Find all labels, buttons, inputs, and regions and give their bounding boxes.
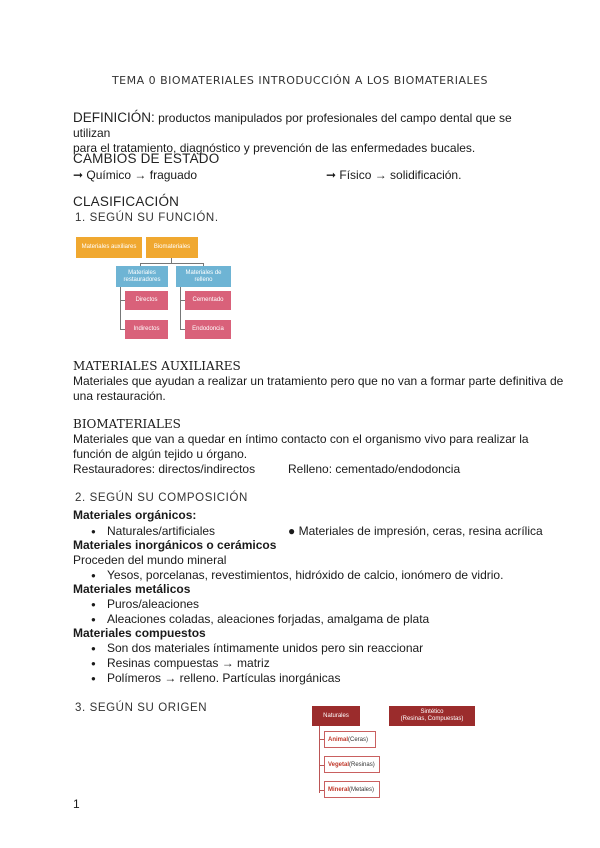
inorganicos-heading: Materiales inorgánicos o cerámicos [73,538,277,552]
box-endodoncia: Endodoncia [185,320,231,339]
biomateriales-line-2: función de algún tejido u órgano. [73,447,248,461]
section-funcion-heading: 1. SEGÚN SU FUNCIÓN. [75,212,219,224]
box-materiales-restauradores: Materiales restauradores [116,266,168,287]
vegetal-sublabel: (Resinas) [349,761,375,768]
inorganicos-subtext: Proceden del mundo mineral [73,553,227,567]
biomateriales-line-1: Materiales que van a quedar en íntimo contacto con el organismo vivo para realizar la [73,432,529,446]
section-origen-heading: 3. SEGÚN SU ORIGEN [75,702,208,714]
connector [120,287,121,330]
cambios-heading: CAMBIOS DE ESTADO [73,151,220,166]
organicos-bullet-2: ● Materiales de impresión, ceras, resina acrílica [288,524,543,538]
section-composicion-heading: 2. SEGÚN SU COMPOSICIÓN [75,492,248,504]
connector [140,263,203,264]
compuestos-bullet-2: ● Resinas compuestas → matriz [107,656,270,671]
box-directos: Directos [125,291,168,310]
biomateriales-heading: BIOMATERIALES [73,417,181,431]
page-title: TEMA 0 BIOMATERIALES INTRODUCCIÓN A LOS BIOMATERIALES [111,74,489,87]
organicos-heading: Materiales orgánicos: [73,508,197,522]
mineral-label: Mineral [328,786,350,793]
definition-block [73,110,533,156]
box-materiales-relleno: Materiales de relleno [176,266,231,287]
auxiliares-line-1: Materiales que ayudan a realizar un tratamiento pero que no van a formar parte definitiva de [73,374,564,388]
compuestos-heading: Materiales compuestos [73,626,206,640]
vegetal-label: Vegetal [328,761,350,768]
compuestos-bullet-3: ● Polímeros → relleno. Partículas inorgánicas [107,671,340,686]
cambio-quimico: ➞ Químico → fraguado [73,168,198,182]
box-materiales-auxiliares: Materiales auxiliares [76,237,142,258]
metalicos-heading: Materiales metálicos [73,582,191,596]
box-naturales: Naturales [312,706,360,726]
box-mineral [324,781,380,798]
box-animal [324,731,376,748]
box-vegetal [324,756,380,773]
sintetico-sublabel: (Resinas, Compuestas) [400,716,464,722]
mineral-sublabel: (Metales) [349,786,375,793]
connector [180,287,181,330]
definition-label: DEFINICIÓN: [73,110,155,125]
box-cementado: Cementado [185,291,231,310]
organicos-bullet-1: ● Naturales/artificiales [107,524,215,539]
metalicos-bullet-2: ● Aleaciones coladas, aleaciones forjadas, amalgama de plata [107,612,429,627]
box-indirectos: Indirectos [125,320,168,339]
auxiliares-line-2: una restauración. [73,389,166,403]
inorganicos-bullet-1: ● Yesos, porcelanas, revestimientos, hidróxido de calcio, ionómero de vidrio. [107,568,503,583]
connector [319,726,320,793]
sintetico-label: Sintético [420,709,444,715]
box-biomateriales: Biomateriales [146,237,198,258]
metalicos-bullet-1: ● Puros/aleaciones [107,597,199,612]
compuestos-bullet-1: ● Son dos materiales íntimamente unidos pero sin reaccionar [107,641,423,656]
definition-text-2: para el tratamiento, diagnóstico y prevención de las enfermedades bucales. [73,141,476,155]
cambio-fisico: ➞ Físico → solidificación. [326,168,462,182]
animal-sublabel: (Ceras) [348,736,369,743]
biomateriales-restauradores: Restauradores: directos/indirectos [73,462,256,476]
page-number: 1 [73,797,80,811]
auxiliares-heading: MATERIALES AUXILIARES [73,359,241,373]
definition-text-1: productos manipulados por profesionales del campo dental que se utilizan [73,111,512,140]
clasificacion-heading: CLASIFICACIÓN [73,194,180,209]
animal-label: Animal [328,736,349,743]
biomateriales-relleno: Relleno: cementado/endodoncia [288,462,461,476]
box-sintetico [389,706,475,726]
